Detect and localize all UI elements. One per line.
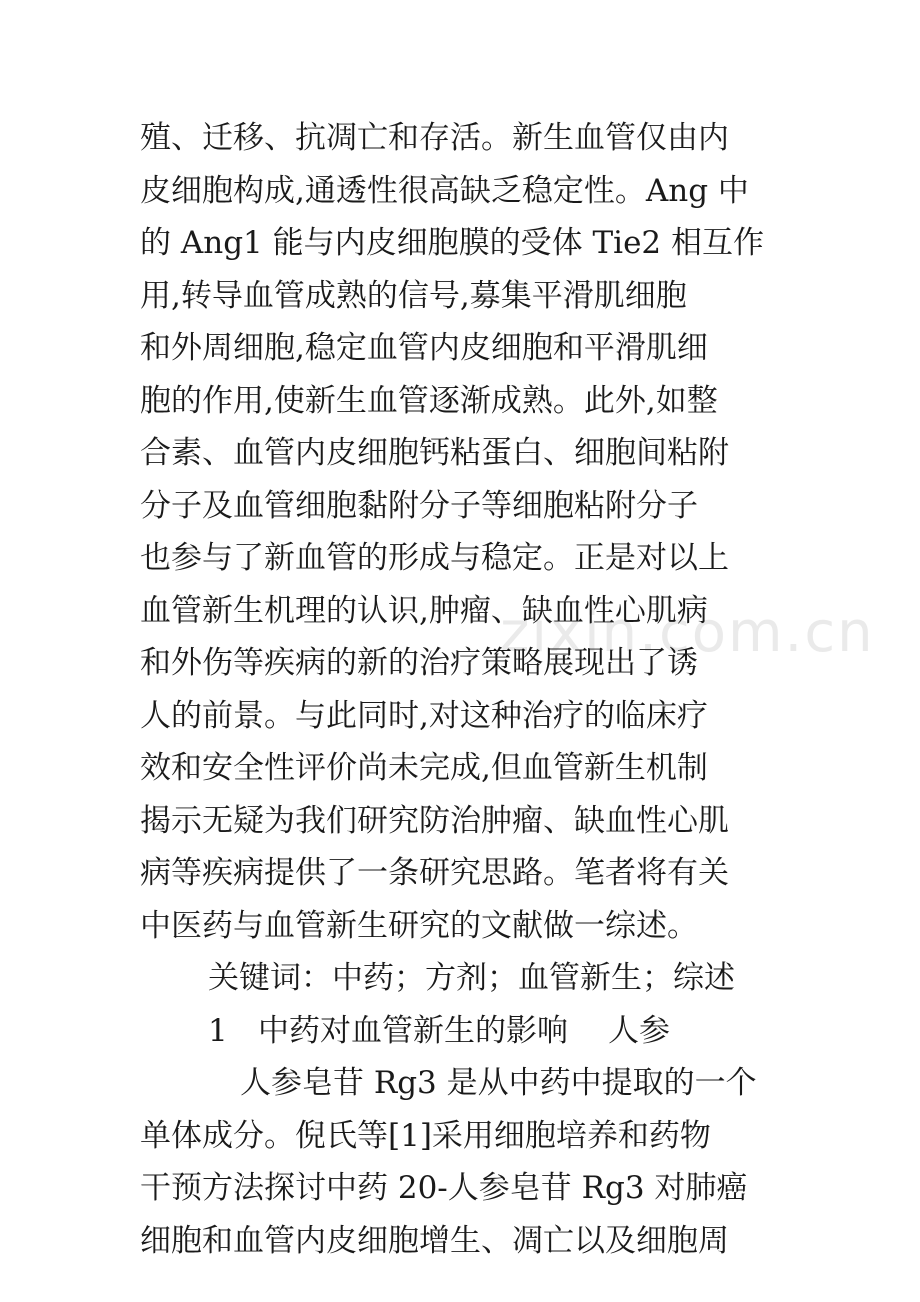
text-line: 单体成分。倪氏等[1]采用细胞培养和药物 [140, 1117, 711, 1154]
body-text [140, 112, 800, 1267]
section-subtitle: 人参 [608, 1012, 670, 1049]
text-line: 干预方法探讨中药 20-人参皂苷 Rg3 对肺癌 [140, 1170, 748, 1206]
text-line: 皮细胞构成,通透性很高缺乏稳定性。Ang 中 [140, 172, 749, 209]
text-line: 人参皂苷 Rg3 是从中药中提取的一个 [240, 1065, 757, 1101]
text-line: 人的前景。与此同时,对这种治疗的临床疗 [140, 697, 708, 734]
text-line: 胞的作用,使新生血管逐渐成熟。此外,如整 [140, 382, 718, 419]
text-line: 殖、迁移、抗凋亡和存活。新生血管仅由内 [140, 120, 729, 156]
text-line: 效和安全性评价尚未完成,但血管新生机制 [140, 750, 708, 786]
keywords-line: 关键词：中药；方剂；血管新生；综述 [208, 960, 735, 996]
text-line: 的 Ang1 能与内皮细胞膜的受体 Tie2 相互作 [140, 225, 764, 261]
text-line: 分子及血管细胞黏附分子等细胞粘附分子 [140, 487, 698, 524]
text-line: 细胞和血管内皮细胞增生、凋亡以及细胞周 [140, 1222, 729, 1259]
section-heading [140, 1005, 800, 1058]
text-line: 也参与了新血管的形成与稳定。正是对以上 [140, 540, 729, 576]
text-line: 用,转导血管成熟的信号,募集平滑肌细胞 [140, 277, 687, 314]
text-line: 合素、血管内皮细胞钙粘蛋白、细胞间粘附 [140, 435, 729, 471]
text-line: 和外周细胞,稳定血管内皮细胞和平滑肌细 [140, 330, 708, 366]
text-line: 血管新生机理的认识,肿瘤、缺血性心肌病 [140, 592, 708, 629]
text-line: 中医药与血管新生研究的文献做一综述。 [140, 907, 698, 944]
text-line: 病等疾病提供了一条研究思路。笔者将有关 [140, 855, 729, 891]
text-line: 和外伤等疾病的新的治疗策略展现出了诱 [140, 645, 698, 681]
text-line: 揭示无疑为我们研究防治肿瘤、缺血性心肌 [140, 802, 729, 839]
section-number: 1 [208, 1012, 228, 1049]
section-title: 中药对血管新生的影响 [258, 1012, 568, 1049]
watermark: zixin.com.cn [500, 600, 875, 665]
